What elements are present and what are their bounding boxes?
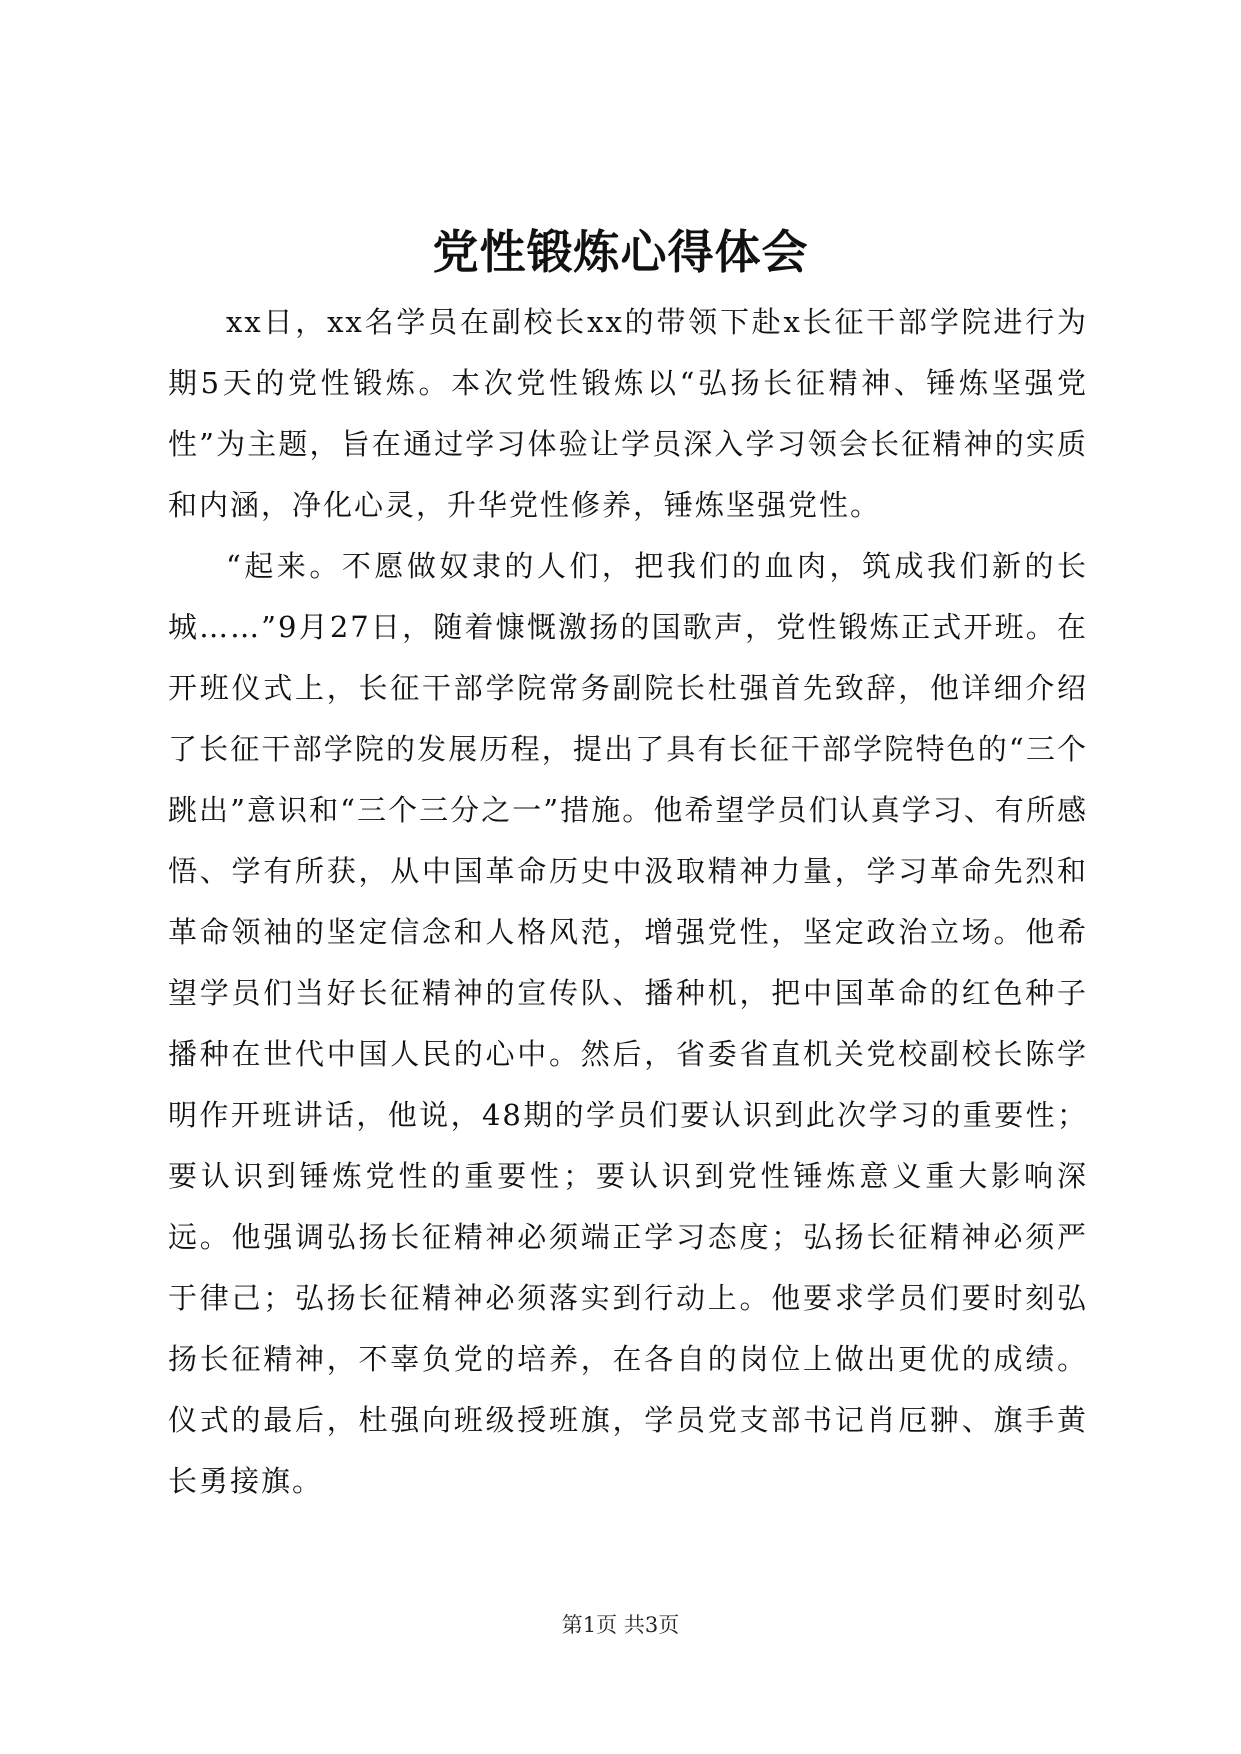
document-title: 党性锻炼心得体会	[432, 225, 809, 279]
paragraph-1: xx日，xx名学员在副校长xx的带领下赴x长征干部学院进行为期5天的党性锻炼。本次党性锻炼以“弘扬长征精神、锤炼坚强党性”为主题，旨在通过学习体验让学员深入学习领会长征精神的实质和内涵，净化心灵，升华党性修养，锤炼坚强党性。	[168, 305, 1088, 522]
document-body	[168, 292, 1088, 1512]
paragraph-2: “起来。不愿做奴隶的人们，把我们的血肉，筑成我们新的长城……”9月27日，随着慷慨激扬的国歌声，党性锻炼正式开班。在开班仪式上，长征干部学院常务副院长杜强首先致辞，他详细介绍了长征干部学院的发展历程，提出了具有长征干部学院特色的“三个跳出”意识和“三个三分之一”措施。他希望学员们认真学习、有所感悟、学有所获，从中国革命历史中汲取精神力量，学习革命先烈和革命领袖的坚定信念和人格风范，增强党性，坚定政治立场。他希望学员们当好长征精神的宣传队、播种机，把中国革命的红色种子播种在世代中国人民的心中。然后，省委省直机关党校副校长陈学明作开班讲话，他说，48期的学员们要认识到此次学习的重要性；要认识到锤炼党性的重要性；要认识到党性锤炼意义重大影响深远。他强调弘扬长征精神必须端正学习态度；弘扬长征精神必须严于律己；弘扬长征精神必须落实到行动上。他要求学员们要时刻弘扬长征精神，不辜负党的培养，在各自的岗位上做出更优的成绩。仪式的最后，杜强向班级授班旗，学员党支部书记肖厄翀、旗手黄长勇接旗。	[168, 549, 1088, 1498]
page-footer: 第1页 共3页	[561, 1613, 680, 1637]
